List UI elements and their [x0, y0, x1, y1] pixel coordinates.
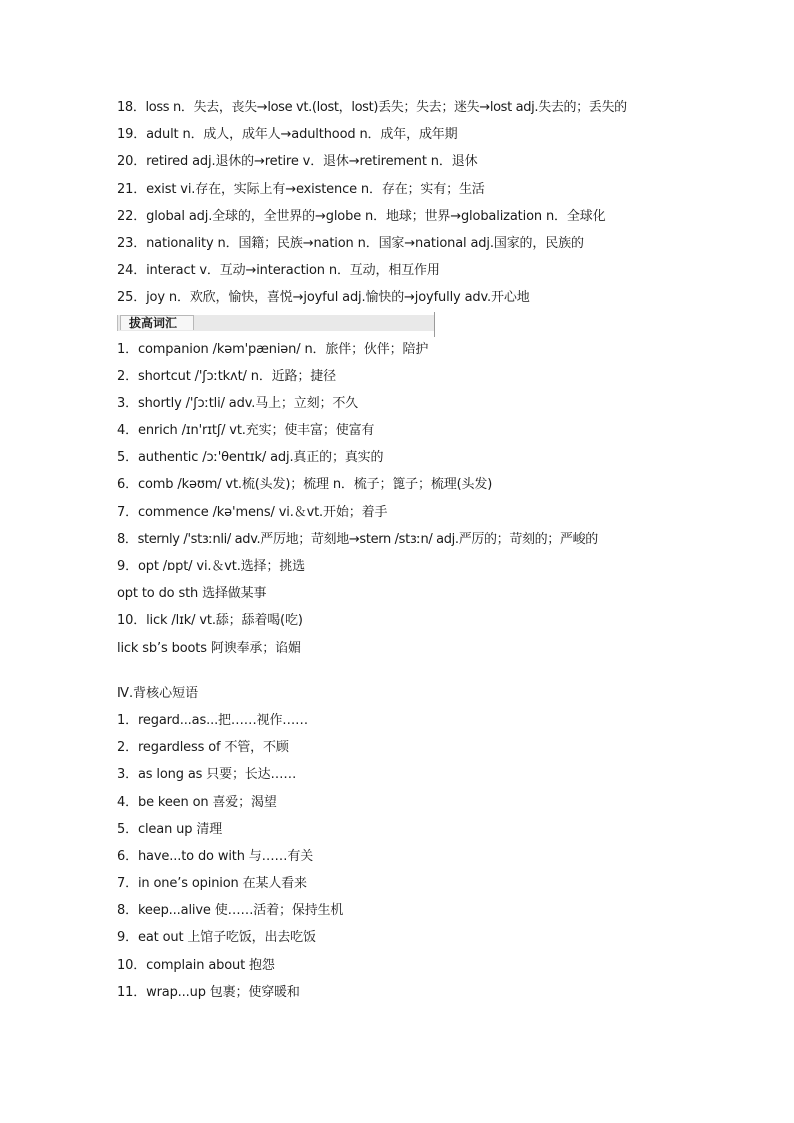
phrase-item: 6．have...to do with 与……有关 [117, 848, 314, 864]
advanced-item: 5．authentic /ɔː'θentɪk/ adj.真正的；真实的 [117, 450, 384, 466]
advanced-example: lick sb’s boots 阿谀奉承；谄媚 [117, 640, 301, 656]
advanced-item: 9．opt /ɒpt/ vi.＆vt.选择；挑选 [117, 559, 305, 574]
advanced-item: 3．shortly /'ʃɔːtli/ adv.马上；立刻；不久 [117, 395, 359, 411]
advanced-item: 6．comb /kəʊm/ vt.梳(头发)；梳理 n．梳子；篦子；梳理(头发) [117, 477, 493, 493]
vocab-item-20: 20．retired adj.退休的→retire v．退休→retirement n．退休 [117, 154, 478, 170]
advanced-item: 1．companion /kəm'pæniən/ n．旅伴；伙伴；陪护 [117, 341, 429, 357]
advanced-vocab-list [117, 336, 677, 662]
section-banner [117, 315, 434, 331]
advanced-item: 7．commence /kə'mens/ vi.＆vt.开始；着手 [117, 504, 388, 520]
phrase-item: 3．as long as 只要；长达…… [117, 767, 297, 783]
advanced-example: opt to do sth 选择做某事 [117, 586, 267, 602]
phrase-item: 8．keep...alive 使……活着；保持生机 [117, 903, 344, 919]
phrase-item: 2．regardless of 不管，不顾 [117, 740, 289, 756]
advanced-item: 2．shortcut /'ʃɔːtkʌt/ n．近路；捷径 [117, 368, 336, 384]
advanced-item: 8．sternly /'stɜːnli/ adv.严厉地；苛刻地→stern /stɜːn/ adj.严厉的；苛刻的；严峻的 [117, 531, 598, 547]
vocab-list [117, 94, 677, 312]
spacer [117, 662, 677, 680]
phrase-item: 9．eat out 上馆子吃饭，出去吃饭 [117, 930, 316, 946]
phrase-item: 4．be keen on 喜爱；渴望 [117, 794, 277, 810]
vocab-item-18: 18．loss n．失去，丧失→lose vt.(lost，lost)丢失；失去；迷失→lost adj.失去的；丢失的 [117, 100, 627, 115]
vocab-item-19: 19．adult n．成人，成年人→adulthood n．成年，成年期 [117, 127, 458, 143]
vocab-item-25: 25．joy n．欢欣，愉快，喜悦→joyful adj.愉快的→joyfully adv.开心地 [117, 290, 530, 306]
vocab-item-22: 22．global adj.全球的，全世界的→globe n．地球；世界→globalization n．全球化 [117, 208, 606, 224]
vocab-item-23: 23．nationality n．国籍；民族→nation n．国家→national adj.国家的，民族的 [117, 235, 584, 251]
advanced-item: 10．lick /lɪk/ vt.舔；舔着喝(吃) [117, 613, 303, 629]
phrase-item: 1．regard...as...把……视作…… [117, 712, 308, 728]
phrase-item: 7．in one’s opinion 在某人看来 [117, 876, 307, 892]
section-title: Ⅳ.背核心短语 [117, 685, 199, 701]
document-page [117, 94, 677, 1006]
vocab-item-24: 24．interact v．互动→interaction n．互动，相互作用 [117, 263, 440, 279]
vocab-item-21: 21．exist vi.存在，实际上有→existence n．存在；实有；生活 [117, 181, 485, 197]
phrase-item: 5．clean up 清理 [117, 821, 223, 837]
banner-label: 拔高词汇 [120, 315, 194, 330]
phrase-list [117, 707, 677, 1006]
advanced-item: 4．enrich /ɪn'rɪtʃ/ vt.充实；使丰富；使富有 [117, 423, 375, 439]
phrase-item: 11．wrap...up 包裹；使穿暖和 [117, 984, 300, 1000]
phrase-item: 10．complain about 抱怨 [117, 957, 275, 973]
